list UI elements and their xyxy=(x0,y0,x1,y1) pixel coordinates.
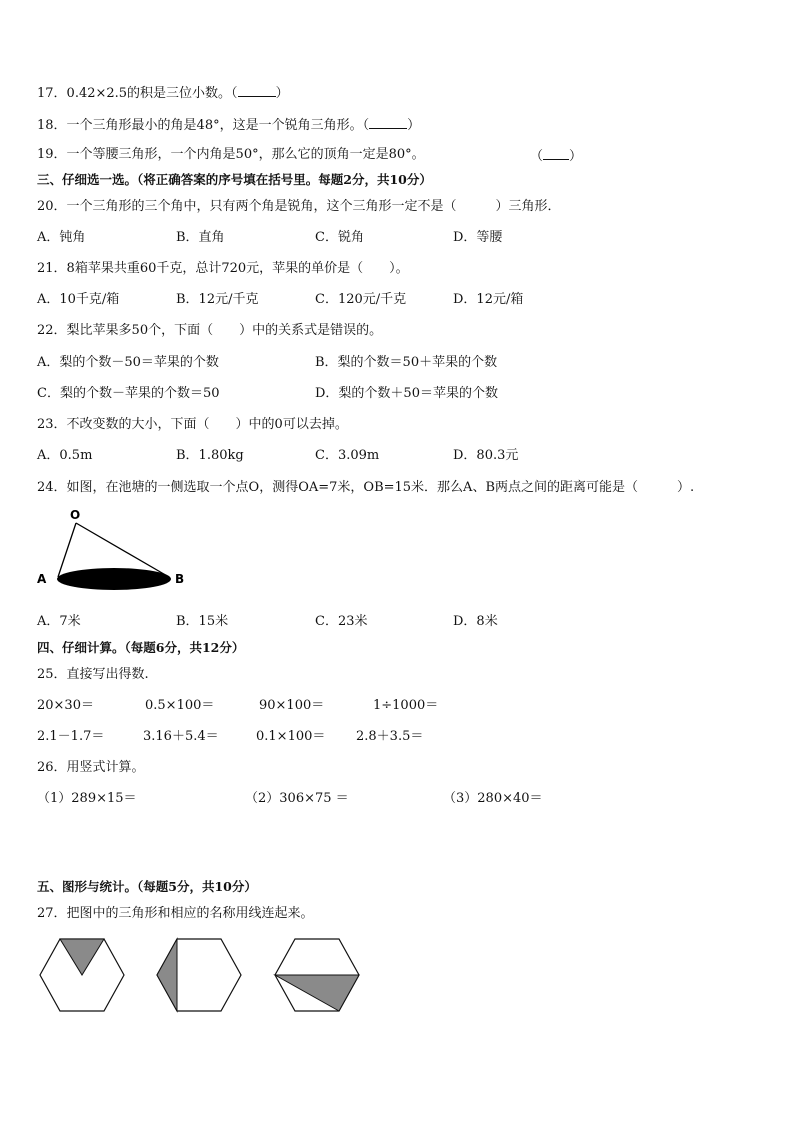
option-a[interactable]: A．7米 xyxy=(37,614,81,629)
option-c[interactable]: C．3.09m xyxy=(315,448,380,463)
hexagon-figure-1 xyxy=(38,937,126,1015)
calc-item: 90×100＝ xyxy=(259,698,325,713)
pond-shape xyxy=(57,568,171,590)
option-d[interactable]: D．12元/箱 xyxy=(453,292,524,307)
point-b-label: B xyxy=(175,572,185,586)
calc-item: 0.5×100＝ xyxy=(145,698,215,713)
option-d[interactable]: D．80.3元 xyxy=(453,448,519,463)
option-d[interactable]: D．梨的个数＋50＝苹果的个数 xyxy=(315,386,498,401)
question-22-text: 22．梨比苹果多50个，下面（ ）中的关系式是错误的。 xyxy=(37,323,383,338)
question-20-text: 20．一个三角形的三个角中，只有两个角是锐角，这个三角形一定不是（ ）三角形． xyxy=(37,199,561,214)
question-19-answer: （ ） xyxy=(530,149,583,164)
calc-item: 2.1－1.7＝ xyxy=(37,729,105,744)
option-a[interactable]: A．钝角 xyxy=(37,230,86,245)
point-o-label: O xyxy=(70,508,81,522)
question-23-text: 23．不改变数的大小，下面（ ）中的0可以去掉。 xyxy=(37,417,348,432)
answer-blank[interactable] xyxy=(238,84,276,97)
option-b[interactable]: B．梨的个数＝50＋苹果的个数 xyxy=(315,355,498,370)
question-17-text: 17．0.42×2.5的积是三位小数。（ xyxy=(37,86,238,101)
question-18-text: 18．一个三角形最小的角是48°，这是一个锐角三角形。（ xyxy=(37,118,370,133)
question-26-text: 26．用竖式计算。 xyxy=(37,760,145,775)
option-b[interactable]: B．1.80kg xyxy=(176,448,244,463)
option-c[interactable]: C．23米 xyxy=(315,614,368,629)
section-4-heading: 四、仔细计算。（每题6分，共12分） xyxy=(37,640,245,655)
option-c[interactable]: C．锐角 xyxy=(315,230,364,245)
vertical-calc-item: （1）289×15＝ xyxy=(37,791,137,806)
pond-figure xyxy=(30,505,200,600)
question-17: 17．0.42×2.5的积是三位小数。（ ） xyxy=(37,86,289,101)
calc-item: 1÷1000＝ xyxy=(373,698,439,713)
hexagon-figure-3 xyxy=(273,937,361,1015)
question-24-text: 24．如图，在池塘的一侧选取一个点O，测得OA=7米，OB=15米．那么A、B两点之间的距离可能是（ ）. xyxy=(37,480,695,495)
answer-blank[interactable] xyxy=(543,147,569,160)
option-b[interactable]: B．直角 xyxy=(176,230,225,245)
option-a[interactable]: A．梨的个数－50＝苹果的个数 xyxy=(37,355,219,370)
option-b[interactable]: B．15米 xyxy=(176,614,229,629)
answer-blank[interactable] xyxy=(369,116,407,129)
calc-item: 0.1×100＝ xyxy=(256,729,326,744)
option-c[interactable]: C．120元/千克 xyxy=(315,292,407,307)
question-27-text: 27．把图中的三角形和相应的名称用线连起来。 xyxy=(37,906,314,921)
question-21-text: 21．8箱苹果共重60千克，总计720元，苹果的单价是（ ）。 xyxy=(37,261,409,276)
option-a[interactable]: A．0.5m xyxy=(37,448,93,463)
calc-item: 2.8＋3.5＝ xyxy=(356,729,424,744)
option-a[interactable]: A．10千克/箱 xyxy=(37,292,120,307)
shaded-triangle xyxy=(157,939,177,1011)
option-c[interactable]: C．梨的个数－苹果的个数＝50 xyxy=(37,386,220,401)
point-a-label: A xyxy=(37,572,47,586)
line-oa xyxy=(58,523,76,577)
question-25-text: 25．直接写出得数. xyxy=(37,667,149,682)
option-d[interactable]: D．8米 xyxy=(453,614,498,629)
question-19-text: 19．一个等腰三角形，一个内角是50°，那么它的顶角一定是80°。 xyxy=(37,147,425,162)
section-3-heading: 三、仔细选一选。（将正确答案的序号填在括号里。每题2分，共10分） xyxy=(37,172,432,187)
calc-item: 3.16＋5.4＝ xyxy=(143,729,219,744)
question-19 xyxy=(37,147,425,163)
section-5-heading: 五、图形与统计。（每题5分，共10分） xyxy=(37,879,257,894)
calc-item: 20×30＝ xyxy=(37,698,94,713)
vertical-calc-item: （2）306×75 ＝ xyxy=(245,791,349,806)
vertical-calc-item: （3）280×40＝ xyxy=(443,791,543,806)
hexagon-figure-2 xyxy=(155,937,243,1015)
question-18: 18．一个三角形最小的角是48°，这是一个锐角三角形。（ ） xyxy=(37,118,421,133)
option-d[interactable]: D．等腰 xyxy=(453,230,503,245)
option-b[interactable]: B．12元/千克 xyxy=(176,292,259,307)
